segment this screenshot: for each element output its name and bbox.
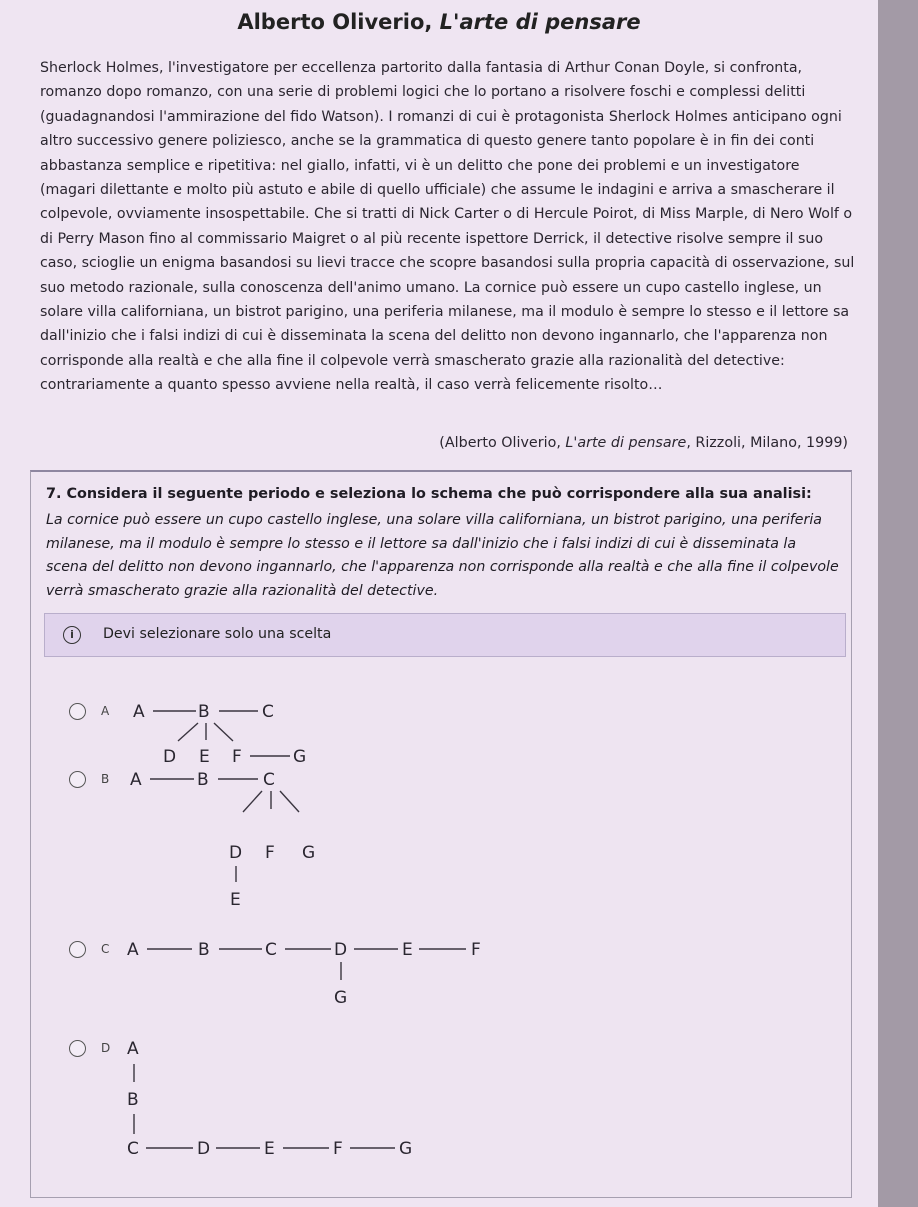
option-a-radio[interactable] (69, 703, 86, 720)
question-title: 7. Considera il seguente periodo e seleziona lo schema che può corrispondere alla sua analisi: (46, 486, 812, 502)
node-e: E (230, 890, 241, 910)
node-a: A (133, 702, 145, 722)
option-c-radio[interactable] (69, 941, 86, 958)
option-c-letter: C (101, 942, 110, 956)
node-f: F (471, 940, 481, 960)
question-sentence: La cornice può essere un cupo castello inglese, una solare villa californiana, un bistrot parigino, una periferia milanese, ma il modulo è sempre lo stesso e il lettore sa dall'inizio che i falsi indizi di cui è disseminata la scena del delitto non devono ingannarlo, che l'apparenza non corrisponde alla realtà e che alla fine il colpevole verrà smascherato grazie alla razionalità del detective. (46, 512, 839, 599)
node-d: D (229, 843, 243, 863)
node-g: G (302, 843, 316, 863)
node-d: D (334, 940, 348, 960)
node-c: C (127, 1139, 139, 1159)
node-a: A (127, 1039, 139, 1059)
option-d-letter: D (101, 1041, 111, 1055)
node-b: B (198, 702, 210, 722)
citation: (Alberto Oliverio, L'arte di pensare, Rizzoli, Milano, 1999) (439, 435, 848, 451)
option-d-radio[interactable] (69, 1040, 86, 1057)
node-a: A (127, 940, 139, 960)
node-g: G (293, 747, 307, 767)
question-card (30, 470, 852, 1198)
node-c: C (265, 940, 277, 960)
passage-text: Sherlock Holmes, l'investigatore per eccellenza partorito dalla fantasia di Arthur Conan Doyle, si confronta, romanzo dopo romanzo, con una serie di problemi logici che lo portano a risolvere foschi e complessi delitti (guadagnandosi l'ammirazione del fido Watson). I romanzi di cui è protagonista Sherlock Holmes anticipano ogni altro successivo genere poliziesco, anche se la grammatica di questo genere tanto popolare è in fin dei conti abbastanza semplice e ripetitiva: nel giallo, infatti, vi è un delitto che pone dei problemi e un investigatore (magari dilettante e molto più astuto e abile di quello ufficiale) che assume le indagini e arriva a smascherare il colpevole, ovviamente insospettabile. Che si tratti di Nick Carter o di Hercule Poirot, di Miss Marple, di Nero Wolf o di Perry Mason fino al commissario Maigret o al più recente ispettore Derrick, il detective risolve sempre il suo caso, scioglie un enigma basandosi su lievi tracce che scopre basandosi sulla propria capacità di osservazione, sul suo metodo razionale, sulla conoscenza dell'animo umano. La cornice può essere un cupo castello inglese, un solare villa californiana, un bistrot parigino, una periferia milanese, ma il modulo è sempre lo stesso e il lettore sa dall'inizio che i falsi indizi di cui è disseminata la scena del delitto non devono ingannarlo, che l'apparenza non corrisponde alla realtà e che alla fine il colpevole verrà smascherato grazie alla razionalità del detective: contrariamente a quanto spesso avviene nella realtà, il caso verrà felicemente risolto… (40, 60, 855, 394)
side-edge (878, 0, 918, 1207)
option-b-radio[interactable] (69, 771, 86, 788)
info-banner (44, 613, 846, 657)
node-c: C (263, 770, 275, 790)
node-e: E (199, 747, 210, 767)
page-title: Alberto Oliverio, L'arte di pensare (237, 10, 641, 34)
info-icon: i (63, 626, 81, 644)
node-b: B (198, 940, 210, 960)
option-b-letter: B (101, 772, 110, 786)
node-f: F (265, 843, 275, 863)
node-g: G (334, 988, 348, 1008)
option-a-letter: A (101, 704, 110, 718)
node-b: B (127, 1090, 139, 1110)
node-e: E (264, 1139, 275, 1159)
node-f: F (333, 1139, 343, 1159)
info-text: Devi selezionare solo una scelta (103, 626, 332, 642)
node-a: A (130, 770, 142, 790)
node-d: D (163, 747, 177, 767)
node-c: C (262, 702, 274, 722)
node-g: G (399, 1139, 413, 1159)
node-d: D (197, 1139, 211, 1159)
node-f: F (232, 747, 242, 767)
node-b: B (197, 770, 209, 790)
node-e: E (402, 940, 413, 960)
